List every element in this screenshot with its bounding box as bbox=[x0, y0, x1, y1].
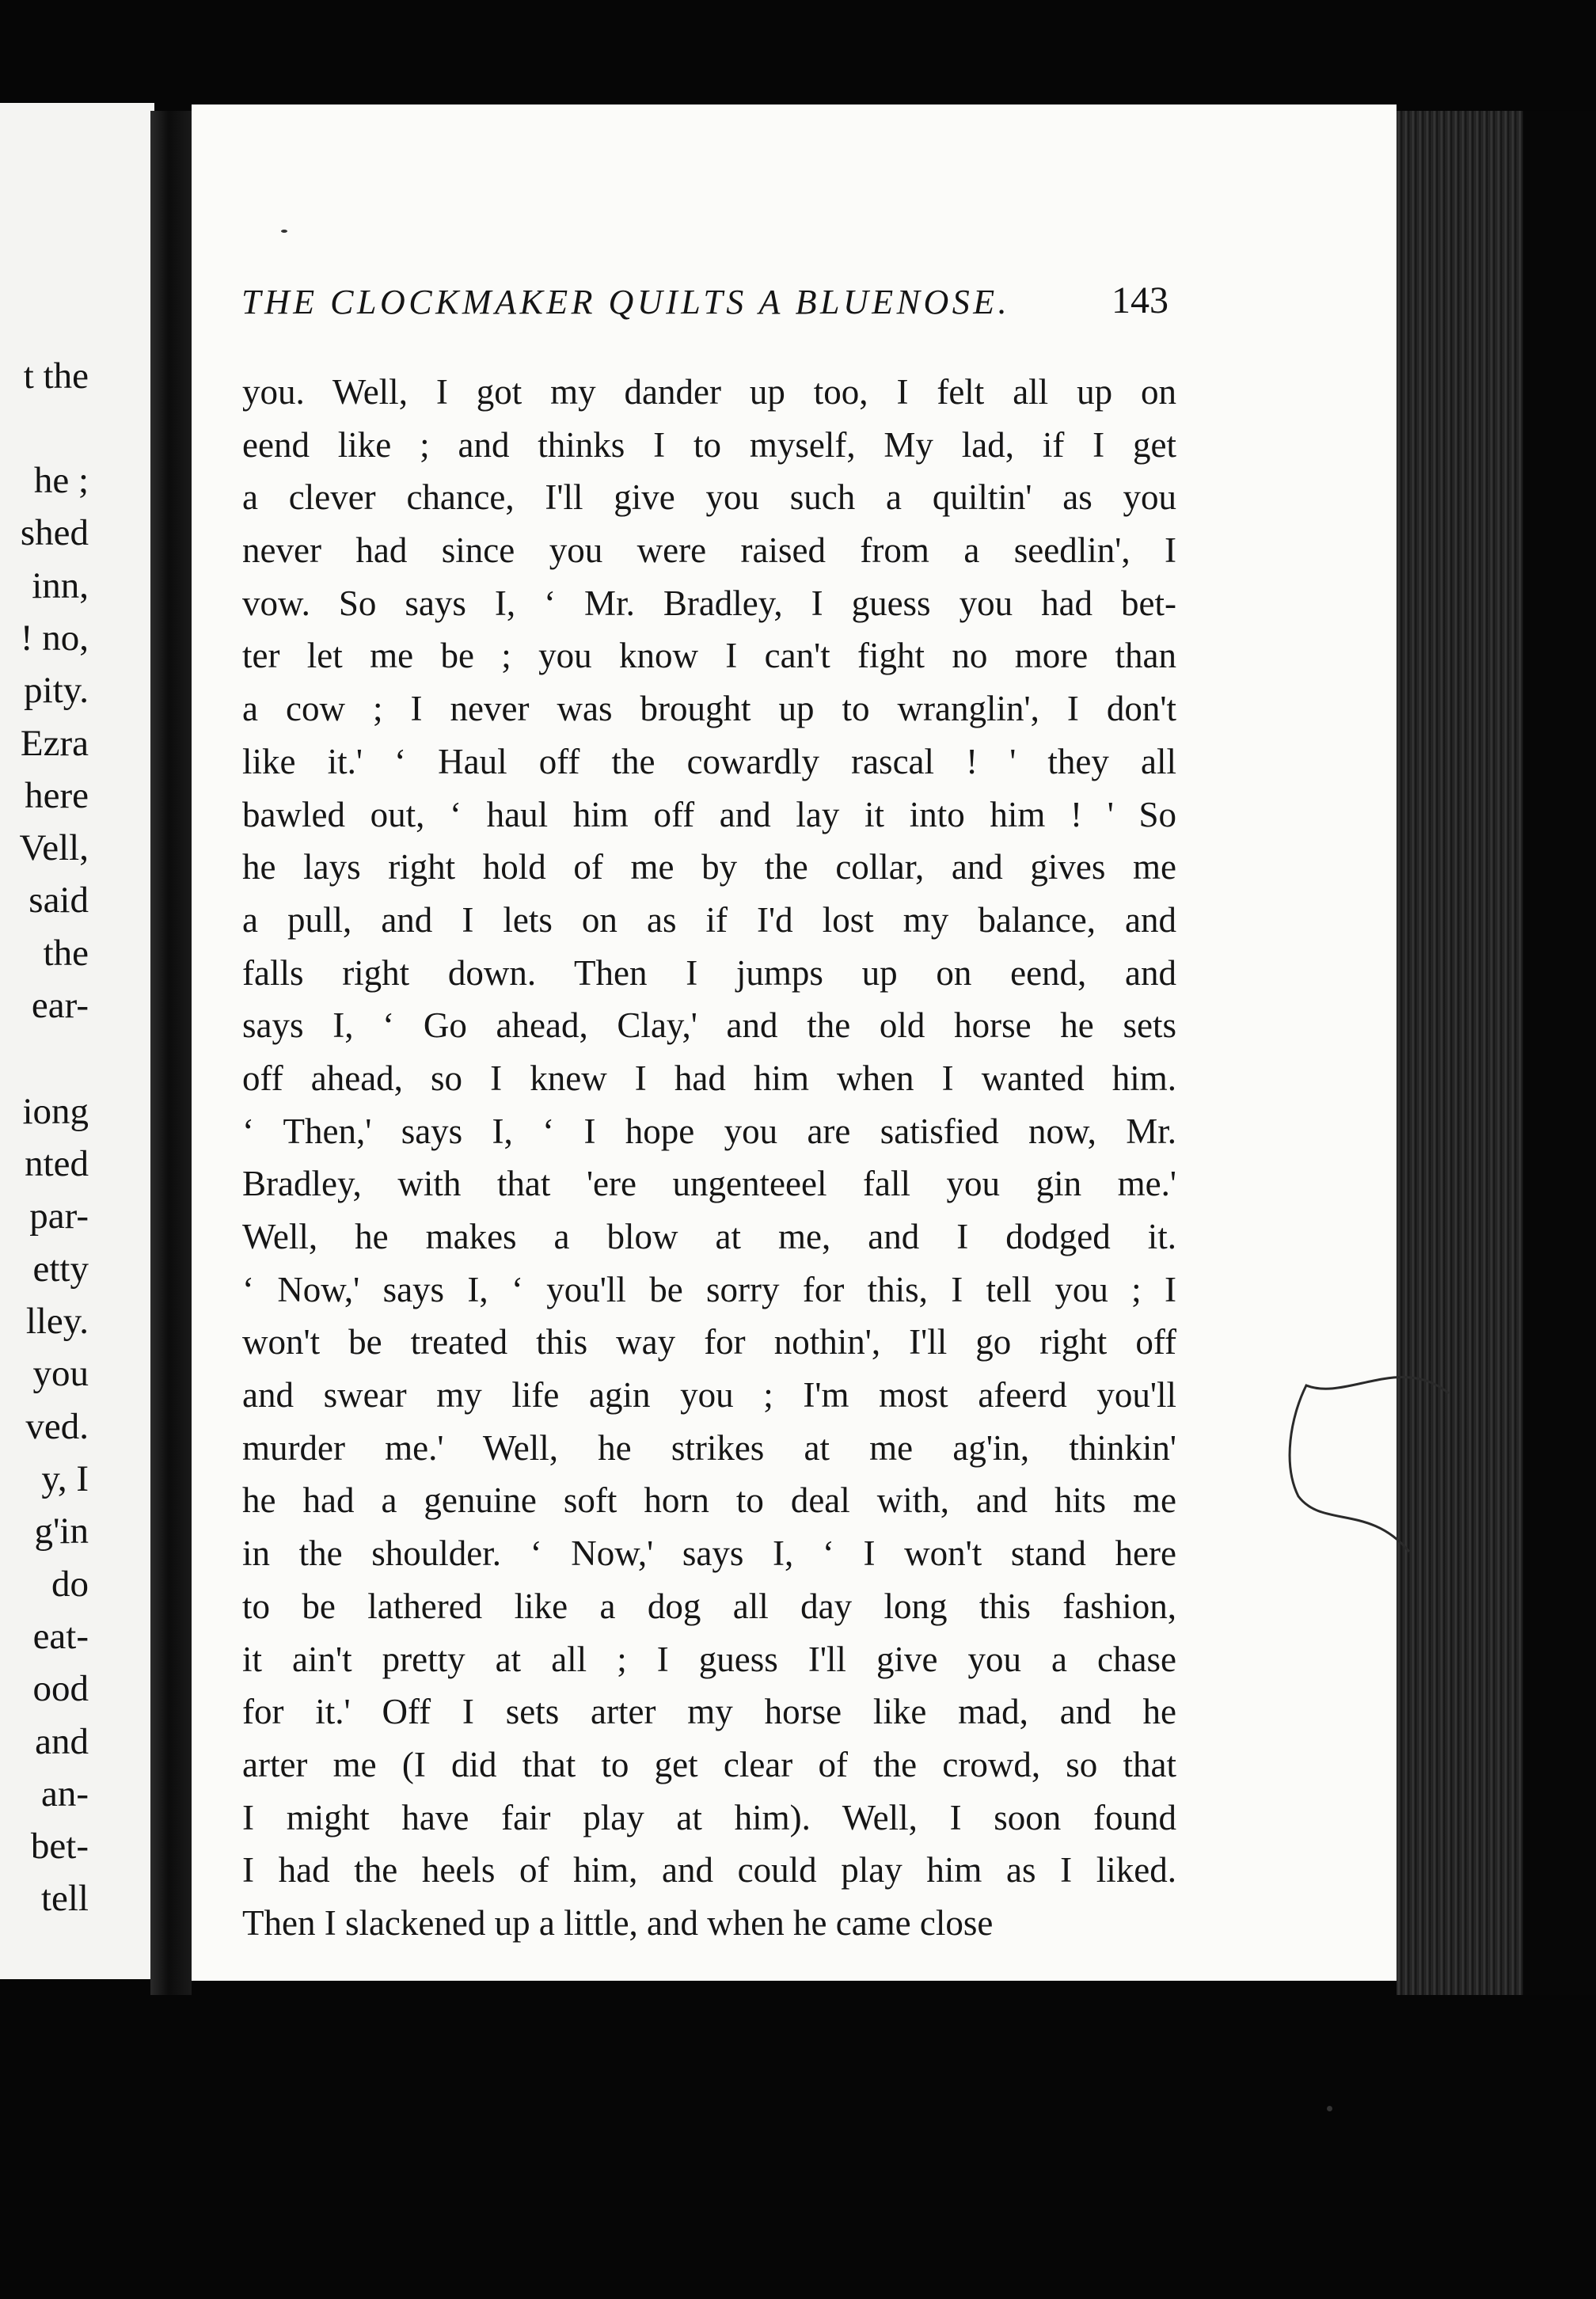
left-page-line: pity. bbox=[24, 670, 89, 711]
left-page-line: etty bbox=[32, 1248, 89, 1290]
text-line: ter let me be ; you know I can't fight no more than bbox=[242, 636, 1176, 676]
text-line: ‘ Now,' says I, ‘ you'll be sorry for this, I tell you ; I bbox=[242, 1269, 1176, 1309]
text-line: off ahead, so I knew I had him when I wanted him. bbox=[242, 1058, 1176, 1098]
page-edges bbox=[1396, 111, 1523, 1995]
text-line: and swear my life agin you ; I'm most afeerd you'll bbox=[242, 1375, 1176, 1416]
left-page-line: iong bbox=[22, 1091, 89, 1132]
left-page-line: y, I bbox=[41, 1458, 89, 1499]
text-line: won't be treated this way for nothin', I'll go right off bbox=[242, 1322, 1176, 1362]
text-line: Bradley, with that 'ere ungenteeel fall you gin me.' bbox=[242, 1164, 1176, 1204]
left-page-line: eat- bbox=[32, 1616, 89, 1657]
text-line: to be lathered like a dog all day long this fashion, bbox=[242, 1586, 1176, 1626]
text-line: he lays right hold of me by the collar, and gives me bbox=[242, 847, 1176, 887]
left-page-line: here bbox=[25, 775, 89, 816]
text-line: never had since you were raised from a seedlin', I bbox=[242, 530, 1176, 571]
left-page-line: Ezra bbox=[20, 723, 89, 764]
page-number: 143 bbox=[1112, 279, 1168, 321]
text-line: vow. So says I, ‘ Mr. Bradley, I guess you had bet- bbox=[242, 583, 1176, 623]
left-page-line: lley. bbox=[25, 1301, 89, 1342]
left-page-line: nted bbox=[25, 1143, 89, 1184]
text-line: a clever chance, I'll give you such a quiltin' as you bbox=[242, 477, 1176, 518]
text-line: Then I slackened up a little, and when he came close bbox=[242, 1902, 994, 1943]
body-text bbox=[242, 366, 1176, 1950]
text-line: a pull, and I lets on as if I'd lost my balance, and bbox=[242, 899, 1176, 940]
left-page-line: bet- bbox=[30, 1826, 89, 1867]
left-page-line: ved. bbox=[25, 1406, 89, 1447]
book-gutter bbox=[150, 111, 192, 1995]
text-line: bawled out, ‘ haul him off and lay it into him ! ' So bbox=[242, 794, 1176, 834]
left-page-line: g'in bbox=[34, 1510, 89, 1552]
left-page-line: said bbox=[28, 880, 89, 921]
left-page-line: and bbox=[35, 1721, 89, 1762]
left-page-line: he ; bbox=[33, 460, 89, 501]
text-line: for it.' Off I sets arter my horse like mad, and he bbox=[242, 1692, 1176, 1732]
ink-speck bbox=[1327, 2106, 1332, 2111]
text-line: murder me.' Well, he strikes at me ag'in, thinkin' bbox=[242, 1427, 1176, 1468]
left-page-line: inn, bbox=[32, 565, 89, 606]
running-head: THE CLOCKMAKER QUILTS A BLUENOSE. bbox=[241, 283, 1011, 321]
text-line: in the shoulder. ‘ Now,' says I, ‘ I won't stand here bbox=[242, 1533, 1176, 1574]
text-line: you. Well, I got my dander up too, I felt all up on bbox=[242, 372, 1176, 412]
text-line: says I, ‘ Go ahead, Clay,' and the old horse he sets bbox=[242, 1005, 1176, 1046]
text-line: eend like ; and thinks I to myself, My lad, if I get bbox=[242, 424, 1176, 465]
text-line: arter me (I did that to get clear of the crowd, so that bbox=[242, 1744, 1176, 1784]
left-page-line: an- bbox=[40, 1773, 89, 1814]
left-page-line: tell bbox=[40, 1878, 89, 1919]
left-page-line: shed bbox=[20, 512, 89, 553]
text-line: a cow ; I never was brought up to wranglin', I don't bbox=[242, 689, 1176, 729]
edge-shadow bbox=[1523, 111, 1596, 1995]
text-line: like it.' ‘ Haul off the cowardly rascal ! ' they all bbox=[242, 741, 1176, 781]
text-line: it ain't pretty at all ; I guess I'll give you a chase bbox=[242, 1639, 1176, 1679]
text-line: falls right down. Then I jumps up on eend, and bbox=[242, 952, 1176, 993]
left-page-line: ! no, bbox=[20, 618, 89, 659]
left-page-line: ood bbox=[32, 1668, 89, 1709]
left-page-line: the bbox=[43, 933, 89, 974]
left-page-line: ear- bbox=[31, 985, 89, 1026]
left-page-line: do bbox=[51, 1564, 89, 1605]
left-page-line: par- bbox=[29, 1195, 89, 1237]
text-line: he had a genuine soft horn to deal with, and hits me bbox=[242, 1480, 1176, 1521]
margin-pen-mark bbox=[1282, 1354, 1457, 1560]
left-page-fragment bbox=[0, 103, 154, 1979]
left-page-line: Vell, bbox=[19, 827, 89, 868]
left-page-line: you bbox=[32, 1353, 89, 1394]
text-line: ‘ Then,' says I, ‘ I hope you are satisfied now, Mr. bbox=[242, 1111, 1176, 1151]
text-line: I might have fair play at him). Well, I soon found bbox=[242, 1797, 1176, 1837]
left-page-line: t the bbox=[23, 355, 89, 397]
text-line: I had the heels of him, and could play him as I liked. bbox=[242, 1850, 1176, 1890]
text-line: Well, he makes a blow at me, and I dodged it. bbox=[242, 1217, 1176, 1256]
ink-speck bbox=[281, 230, 287, 233]
